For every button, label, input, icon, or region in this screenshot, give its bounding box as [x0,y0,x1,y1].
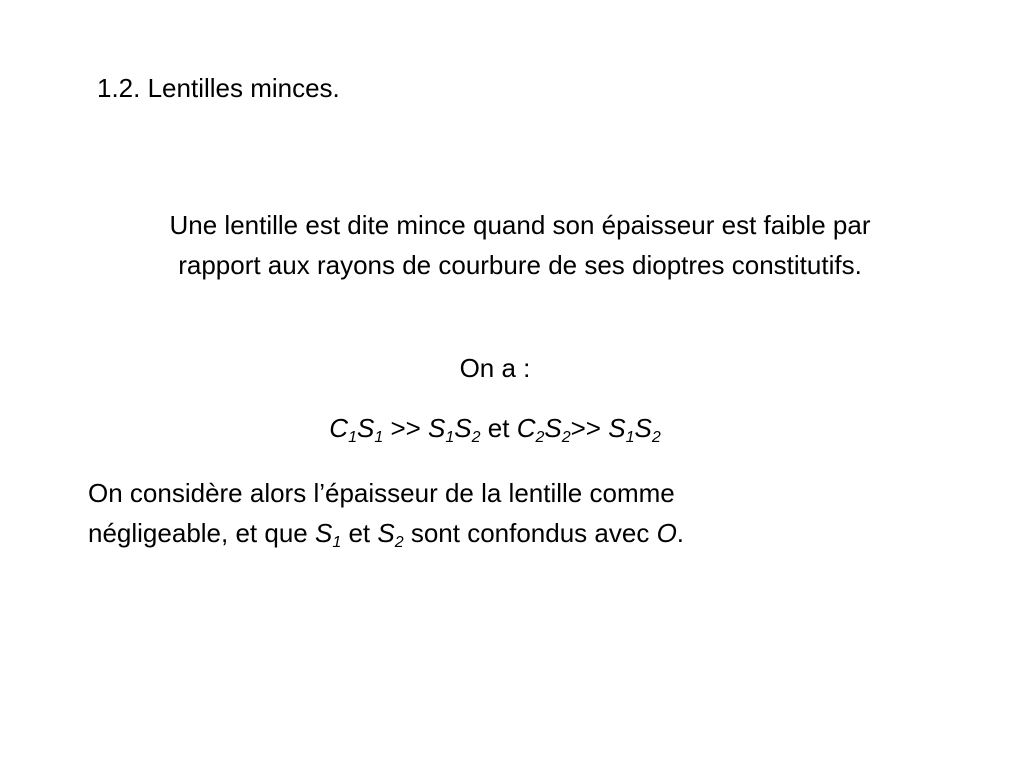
symbol-s1s2: $S_1S_2$ [428,413,481,446]
symbol-o: O [656,518,677,548]
conclusion-paragraph [88,473,948,553]
relation-formula [0,410,990,446]
symbol-c1: $C_1S_1$ [329,413,384,446]
conjunction-et: et [480,413,517,443]
conclusion-line-2: négligeable, et que $S_1$ et $S_2$ sont confondus avec O. [88,518,685,551]
definition-paragraph [60,205,980,285]
operator-much-greater: >> [383,413,429,443]
symbol-c2s2: $C_2S_2$ [516,413,571,446]
operator-much-greater-2: >> [570,413,609,443]
symbol-s1s2-2: $S_1S_2$ [608,413,661,446]
on-a-label: On a : [459,353,531,383]
slide-title: 1.2. Lentilles minces. [97,73,340,103]
symbol-s1: $S_1$ [314,518,342,551]
definition-line-1: Une lentille est dite mince quand son épaisseur est faible par [169,210,871,240]
definition-line-2: rapport aux rayons de courbure de ses dioptres constitutifs. [178,250,862,280]
conclusion-line-1: On considère alors l’épaisseur de la lentille comme [88,478,675,508]
symbol-s2: $S_2$ [377,518,404,551]
